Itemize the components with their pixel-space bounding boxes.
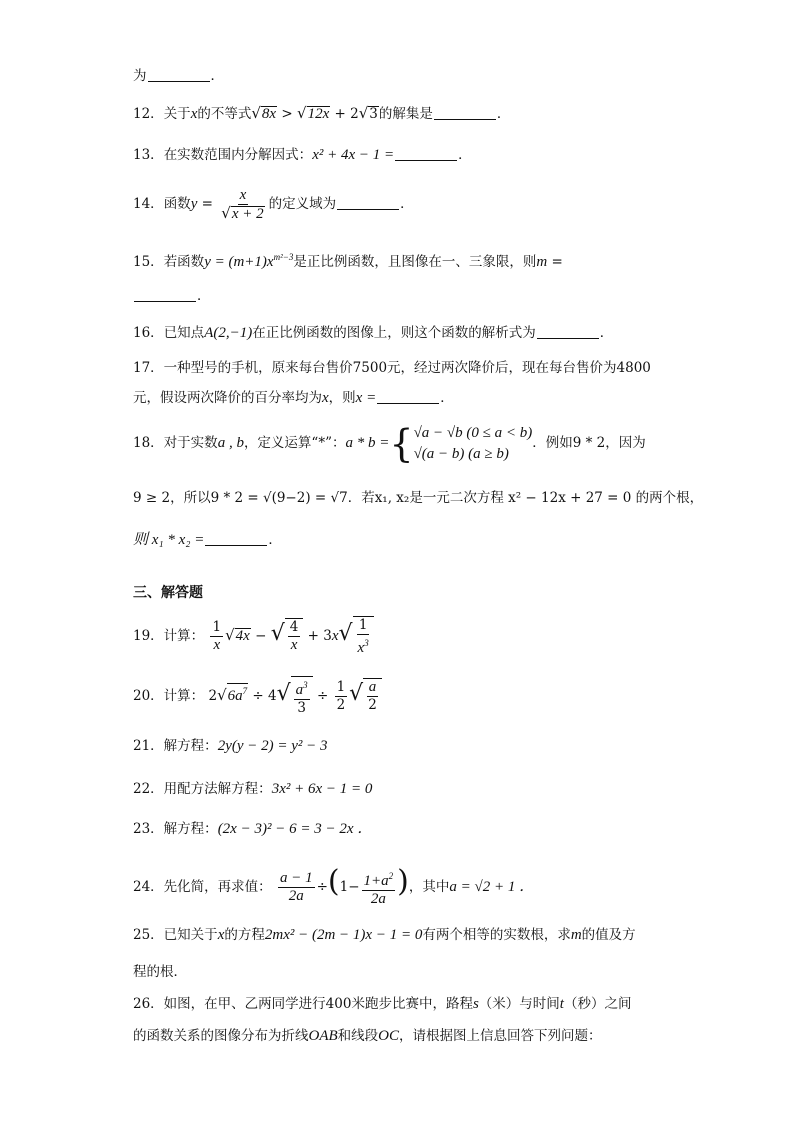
question-23: 23．解方程：(2x − 3)² − 6 = 3 − 2x ． bbox=[133, 821, 373, 837]
inequality-expr: √8x > √12x + 2√3 bbox=[251, 104, 378, 122]
question-25-line1: 25．已知关于x的方程2mx² − (2m − 1)x − 1 = 0有两个相等的实数根，求m的值及方 bbox=[133, 927, 636, 943]
question-25-line2: 程的根． bbox=[133, 964, 187, 980]
question-21: 21．解方程：2y(y − 2) = y² − 3 bbox=[133, 738, 328, 754]
question-20: 20．计算： $2√6a^7 \div 4√$ $\frac{a^3}{3}$ ÷ $\frac{1}{2}$ √ $\frac{a}{2}$ bbox=[133, 672, 382, 718]
question-12: 12．关于x的不等式√8x > √12x + 2√3的解集是 ． bbox=[133, 104, 511, 122]
question-18-line1: 18．对于实数a , b，定义运算“*”：a * b ={ √a − √b (0 ≤ a < b) √(a − b) (a ≥ b) ．例如9 * 2，因为 bbox=[133, 421, 646, 466]
question-15: 15．若函数$y = (m+1)x^{m^2-3}$是正比例函数，且图像在一、三象限，则m = bbox=[133, 252, 563, 270]
question-26-line1: 26．如图，在甲、乙两同学进行400米跑步比赛中，路程s（米）与时间t（秒）之间 bbox=[133, 996, 632, 1012]
question-17-line1: 17．一种型号的手机，原来每台售价7500元，经过两次降价后，现在每台售价为4800 bbox=[133, 360, 651, 376]
question-18-line3: 则 x₁ * x₂ = ． bbox=[133, 532, 282, 548]
answer-blank[interactable] bbox=[205, 531, 267, 546]
answer-blank[interactable] bbox=[395, 146, 457, 161]
fraction: $\frac{x}{√x + 2}$ bbox=[221, 186, 264, 222]
q11-tail: 为 ． bbox=[133, 68, 224, 84]
question-17-line2: 元，假设两次降价的百分率均为x，则x = ． bbox=[133, 390, 454, 406]
answer-blank[interactable] bbox=[337, 195, 399, 210]
answer-blank[interactable] bbox=[134, 287, 196, 302]
answer-blank[interactable] bbox=[434, 105, 496, 120]
question-19: 19．计算： $\frac{1}{x}$ √4x − √ $\frac{4}{x}$ + 3x√ $\frac{1}{x^3}$ bbox=[133, 612, 374, 658]
question-22: 22．用配方法解方程：3x² + 6x − 1 = 0 bbox=[133, 781, 373, 797]
piecewise-cases: √a − √b (0 ≤ a < b) √(a − b) (a ≥ b) bbox=[413, 424, 533, 462]
question-15-blank-line: ． bbox=[133, 286, 211, 306]
answer-blank[interactable] bbox=[377, 389, 439, 404]
answer-blank[interactable] bbox=[148, 67, 210, 82]
question-18-line2: 9 ≥ 2，所以9 * 2 = √(9−2) = √7．若x₁, x₂是一元二次方程 x² − 12x + 27 = 0 的两个根， bbox=[133, 490, 704, 506]
question-24: 24．先化简，再求值： $\frac{a - 1}{2a}$ ÷(1− $\frac{1+a^2}{2a}$ )，其中a = √2 + 1 ． bbox=[133, 864, 535, 907]
question-13: 13．在实数范围内分解因式：x² + 4x − 1 = ． bbox=[133, 147, 472, 163]
left-brace: { bbox=[389, 421, 414, 466]
question-26-line2: 的函数关系的图像分布为折线OAB和线段OC，请根据图上信息回答下列问题： bbox=[133, 1028, 602, 1044]
question-14: 14．函数y = $\frac{x}{√x + 2}$ 的定义域为 ． bbox=[133, 186, 414, 222]
section-heading: 三、解答题 bbox=[133, 585, 203, 601]
question-16: 16．已知点A(2,−1)在正比例函数的图像上，则这个函数的解析式为 ． bbox=[133, 325, 614, 341]
answer-blank[interactable] bbox=[537, 324, 599, 339]
